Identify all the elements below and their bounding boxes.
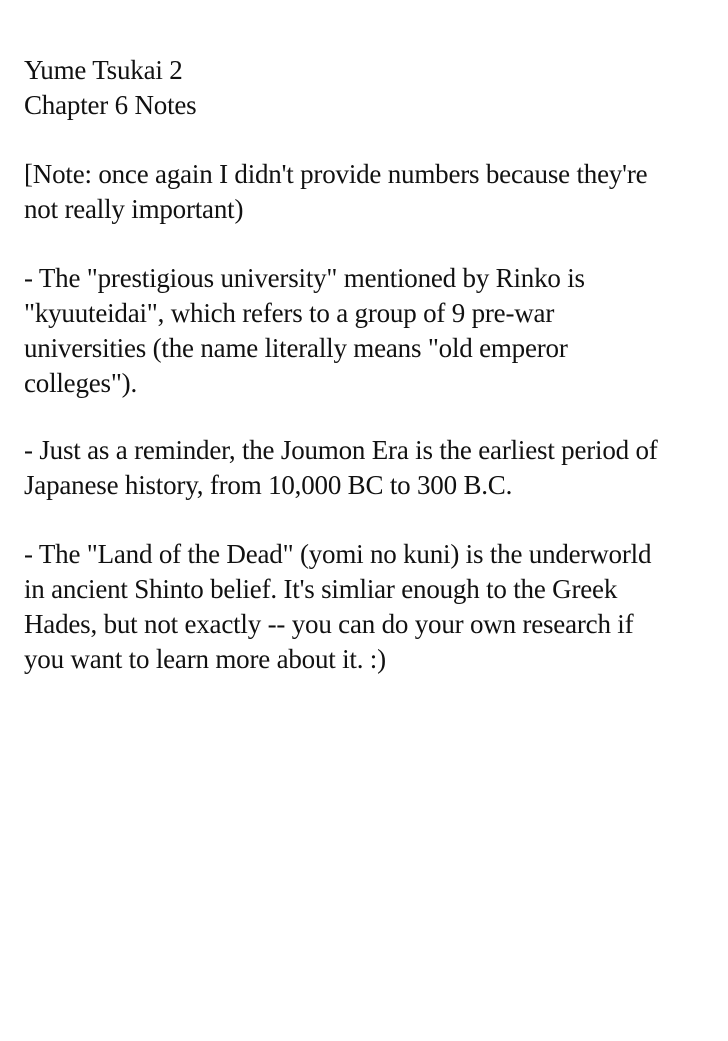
document-title bbox=[24, 53, 724, 123]
title-line-chapter: Chapter 6 Notes bbox=[24, 90, 197, 120]
note-paragraph-land-of-the-dead: - The "Land of the Dead" (yomi no kuni) is the underworld in ancient Shinto belief. It's simliar enough to the Greek Hades, but not exactly -- you can do your own research if you want to learn more about it. :) bbox=[24, 539, 652, 674]
title-line-series: Yume Tsukai 2 bbox=[24, 55, 183, 85]
note-paragraph-joumon-era: - Just as a reminder, the Joumon Era is the earliest period of Japanese history, from 10,000 BC to 300 B.C. bbox=[24, 435, 658, 500]
translator-note: [Note: once again I didn't provide numbers because they're not really important) bbox=[24, 159, 648, 224]
note-paragraph-university: - The "prestigious university" mentioned by Rinko is "kyuuteidai", which refers to a group of 9 pre-war universities (the name literally means "old emperor colleges"). bbox=[24, 263, 585, 398]
